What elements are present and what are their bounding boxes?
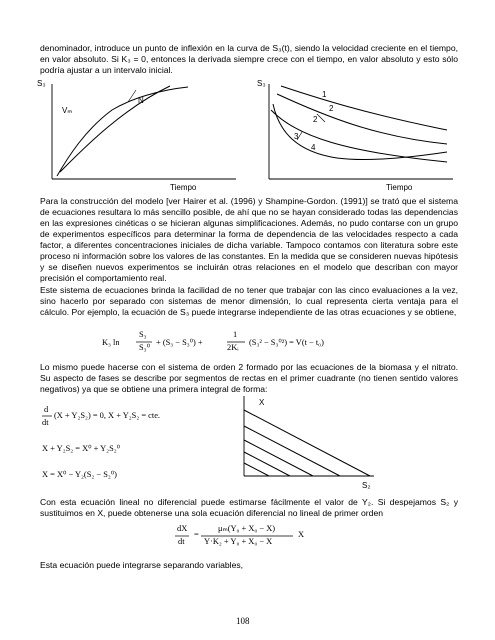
left-curve-n-label: N <box>138 96 144 105</box>
eq-half-num: 1 <box>233 330 238 339</box>
eq-frac-num: S₃ <box>139 330 147 339</box>
left-curve-vm-label: Vₘ <box>62 106 73 115</box>
right-y-axis-label: S₃ <box>257 79 266 88</box>
phase-portrait-figure <box>236 396 376 486</box>
integration-paragraph: Esta ecuación puede integrarse separando variables, <box>40 560 244 570</box>
right-curve-2b-label: 2 <box>313 115 318 124</box>
left-x-axis-label: Tiempo <box>170 183 197 192</box>
page-number: 108 <box>236 616 250 626</box>
ode-rhs-den: Y·K₂ + Y₀ + X₀ − X <box>204 537 273 546</box>
right-curve-3-label: 3 <box>294 132 299 141</box>
eq3-body: X = X⁰ − Y₂(S₂ − S₂⁰) <box>42 470 117 479</box>
eq-term3: (S₃² − S₃⁰²) = V(t − t₀) <box>249 338 324 347</box>
eq1-bar <box>42 415 52 417</box>
right-curve-1-label: 1 <box>322 90 327 99</box>
eq1-dt: dt <box>42 418 49 427</box>
phase-y-axis-label: X <box>259 398 265 407</box>
eq1-d: d <box>44 405 49 414</box>
intro-paragraph: denominador, introduce un punto de inflexión en la curva de S₃(t), siendo la velocidad creciente en el tiempo, en valor absoluto. Si K₃ = 0, entonces la derivada siempre crece con el tiempo, en valor absoluto y esto sólo podría ajustar a un intervalo inicial. <box>40 43 458 75</box>
phase-x-axis-label: S₂ <box>362 481 371 490</box>
eq-k3-ln: K₃ ln <box>102 338 120 347</box>
right-curve-4-label: 4 <box>311 143 316 152</box>
right-curve-2-label: 2 <box>329 104 334 113</box>
eq-half-den: 2Kᵢ <box>227 343 239 352</box>
model-paragraph: Para la construcción del modelo [ver Hairer et al. (1996) y Shampine-Gordon. (1991)] se trató que el sistema de ecuaciones resultara lo más sencillo posible, de ahí que no se hayan considerado todas las dependencias en las expresiones cinéticas o se hicieran algunas simplificaciones. Además, no pudo contarse con un grupo de experimentos específicos para determinar la forma de dependencia de las velocidades respecto a cada factor, a diferentes concentraciones iniciales de dicha variable. Tampoco contamos con literatura sobre este proceso ni información sobre los valores de las constantes. En la medida que se consideren nuevas hipótesis y se diseñen nuevos experimentos se incluirán otras relaciones en el modelo que describan con mayor precisión el comportamiento real. <box>40 196 458 283</box>
phase-paragraph: Lo mismo puede hacerse con el sistema de orden 2 formado por las ecuaciones de la biomasa y el nitrato. Su aspecto de fases se describe por segmentos de rectas en el primer cuadrante (no tienen sentido valores negativos) ya que se obtiene una primera integral de forma: <box>40 362 458 394</box>
eq-term2: + (S₃ − S₃⁰) + <box>156 338 203 347</box>
right-x-axis-label: Tiempo <box>386 183 413 192</box>
ode-rhs-num: μₘ(Y₀ + X₀ − X) <box>218 524 276 533</box>
eq2-body: X + Y₂S₂ = X⁰ + Y₂S₂⁰ <box>42 444 121 453</box>
ode-dx: dX <box>177 524 188 533</box>
ode-equals: = <box>194 530 199 539</box>
right-s3-curves-figure <box>257 82 457 194</box>
system-paragraph: Este sistema de ecuaciones brinda la facilidad de no tener que trabajar con las cinco evaluaciones a la vez, sino hacerlo por separado con sistemas de menor dimensión, lo cual representa cierta ventaja para el cálculo. Por ejemplo, la ecuación de S₃ puede integrarse independiente de las otras ecuaciones y se obtiene, <box>40 285 458 317</box>
ode-tail-x: X <box>298 530 305 539</box>
substitution-paragraph: Con esta ecuación lineal no diferencial puede estimarse fácilmente el valor de Y₂. Si despejamos S₂ y sustituimos en X, puede obtenerse una sola ecuación diferencial no lineal de primer orden <box>40 497 458 518</box>
ode-dt: dt <box>178 537 185 546</box>
left-y-axis-label: S₃ <box>37 79 46 88</box>
eq-frac-den: S₃⁰ <box>139 343 150 352</box>
eq1-body: (X + Y₂S₂) = 0, X + Y₂S₂ = cte. <box>54 411 161 420</box>
